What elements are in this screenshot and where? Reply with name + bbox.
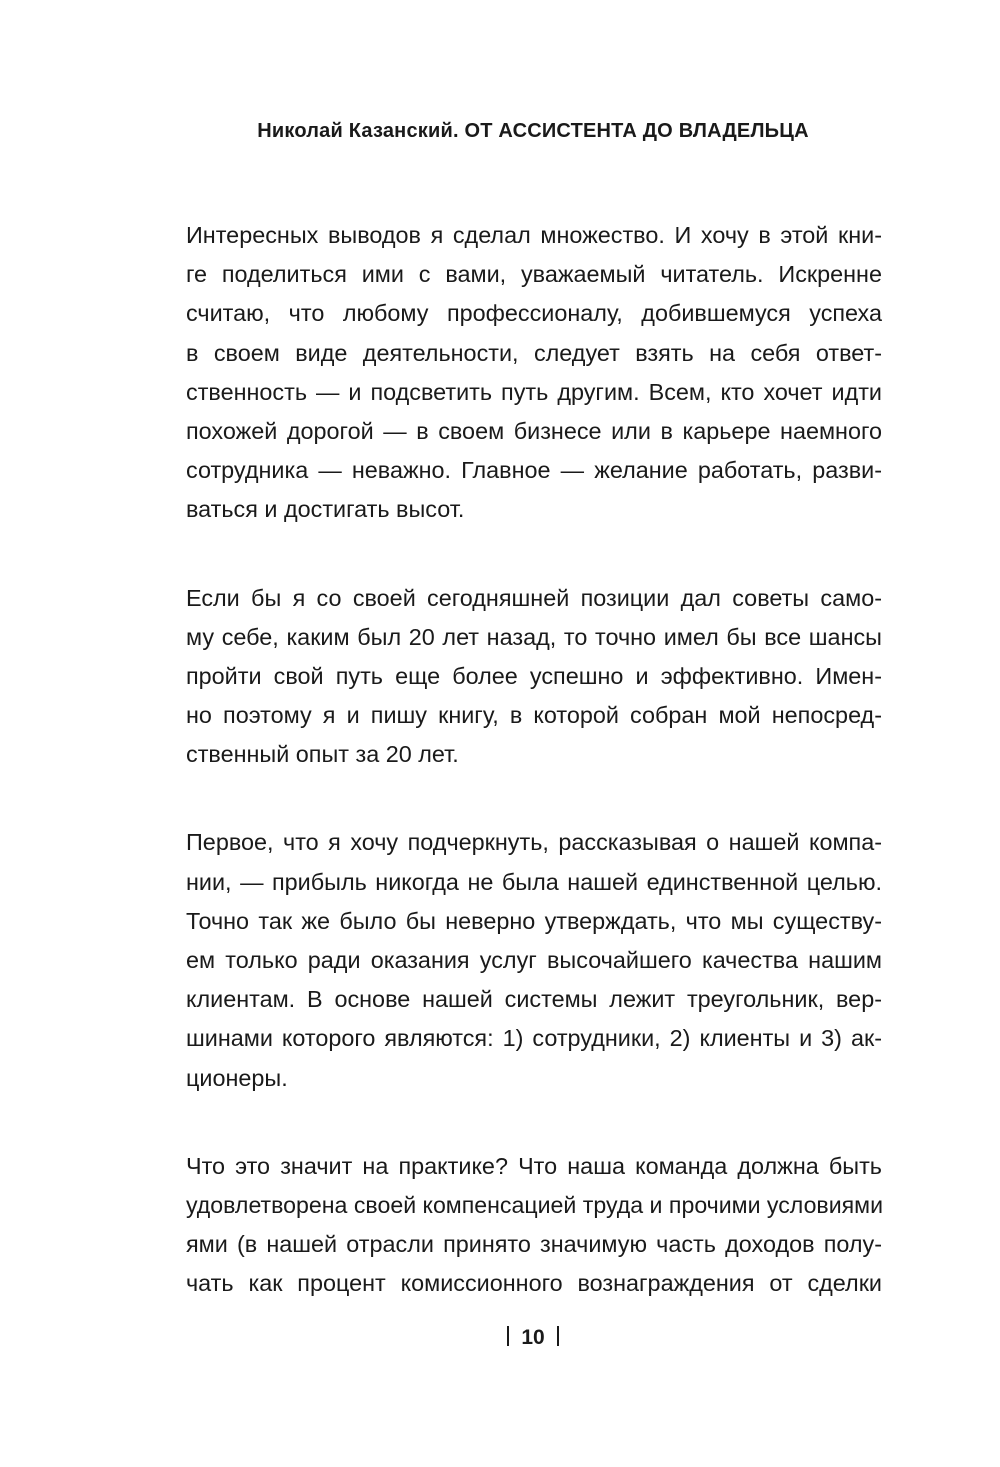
text-line: ственный опыт за 20 лет. (186, 741, 459, 768)
text-line: но поэтому я и пишу книгу, в которой собран мой непосред- (186, 702, 882, 729)
text-line: пройти свой путь еще более успешно и эффективно. Имен- (186, 662, 882, 689)
text-line: ственность — и подсветить путь другим. Всем, кто хочет идти (186, 378, 882, 405)
text-line: клиентам. В основе нашей системы лежит треугольник, вер- (186, 986, 882, 1013)
text-line: Первое, что я хочу подчеркнуть, рассказывая о нашей компа- (186, 829, 882, 856)
text-line: шинами которого являются: 1) сотрудники, 2) клиенты и 3) ак- (186, 1025, 882, 1052)
text-line: считаю, что любому профессионалу, добившемуся успеха (186, 300, 882, 327)
running-head-author: Николай Казанский. (257, 120, 459, 142)
text-line: ционеры. (186, 1064, 288, 1091)
text-line: чать как процент комиссионного вознаграждения от сделки (186, 1270, 882, 1297)
text-line: ге поделиться ими с вами, уважаемый читатель. Искренне (186, 261, 882, 288)
paragraph-2 (186, 579, 882, 775)
paragraph-4 (186, 1147, 882, 1304)
text-line: ями (в нашей отрасли принято значимую часть доходов полу- (186, 1231, 882, 1258)
text-line: Точно так же было бы неверно утверждать, что мы существу- (186, 907, 882, 934)
folio-rule-left (507, 1326, 509, 1346)
text-line: сотрудника — неважно. Главное — желание работать, разви- (186, 457, 882, 484)
paragraph-3 (186, 823, 882, 1097)
text-line: му себе, каким был 20 лет назад, то точно имел бы все шансы (186, 623, 882, 650)
text-line: похожей дорогой — в своем бизнесе или в карьере наемного (186, 417, 882, 444)
page-number-block (0, 1323, 1000, 1353)
text-line: Если бы я со своей сегодняшней позиции дал советы само- (186, 584, 882, 611)
text-line: ваться и достигать высот. (186, 496, 465, 523)
text-line: Что это значит на практике? Что наша команда должна быть (186, 1152, 882, 1179)
running-head (186, 120, 880, 143)
running-head-title: ОТ АССИСТЕНТА ДО ВЛАДЕЛЬЦА (464, 120, 809, 142)
page-number: 10 (521, 1326, 545, 1350)
text-line: ем только ради оказания услуг высочайшего качества нашим (186, 947, 882, 973)
text-line: в своем виде деятельности, следует взять на себя ответ- (186, 339, 882, 366)
folio-rule-right (557, 1326, 559, 1346)
text-line: Интересных выводов я сделал множество. И хочу в этой кни- (186, 222, 882, 248)
paragraph-1 (186, 216, 882, 530)
text-line: удовлетворена своей компенсацией труда и прочими условиями (186, 1191, 884, 1218)
body-text (186, 216, 882, 1353)
text-line: нии, — прибыль никогда не была нашей единственной целью. (186, 868, 882, 895)
